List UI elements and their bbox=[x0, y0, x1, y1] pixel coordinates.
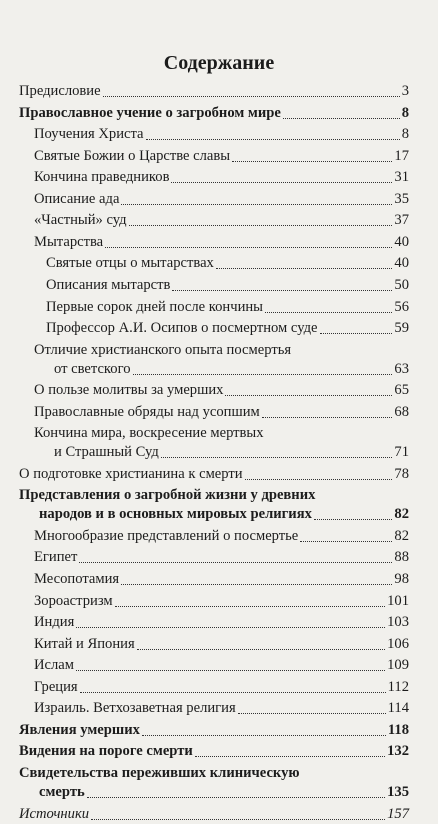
toc-entry-line bbox=[46, 254, 409, 273]
dot-leader bbox=[283, 117, 400, 119]
toc-entry bbox=[34, 613, 409, 632]
toc-entry-title: Представления о загробной жизни у древних bbox=[19, 487, 316, 504]
toc-entry-line bbox=[19, 783, 409, 802]
toc-page-number: 82 bbox=[394, 506, 409, 523]
toc-page-number: 8 bbox=[401, 104, 409, 121]
toc-entry-title: Профессор А.И. Осипов о посмертном суде bbox=[46, 320, 318, 337]
toc-entry bbox=[19, 721, 409, 740]
dot-leader bbox=[79, 561, 392, 563]
dot-leader bbox=[133, 373, 393, 375]
toc-entry-line bbox=[19, 764, 409, 783]
toc-entry bbox=[34, 424, 409, 462]
toc-page-number: 40 bbox=[394, 233, 409, 250]
toc-entry bbox=[34, 678, 409, 697]
toc-page-number: 35 bbox=[394, 190, 409, 207]
toc-entry bbox=[19, 465, 409, 484]
dot-leader bbox=[115, 605, 385, 607]
toc-entry-title: Индия bbox=[34, 614, 75, 631]
toc-entry bbox=[34, 635, 409, 654]
toc-entry-title: «Частный» суд bbox=[34, 212, 127, 229]
toc-entry-title: Ислам bbox=[34, 657, 75, 674]
toc-entry-line bbox=[34, 548, 409, 567]
toc-entry bbox=[34, 125, 409, 144]
toc-entry-line bbox=[19, 505, 409, 524]
toc-entry-title: Греция bbox=[34, 678, 78, 695]
toc-entry bbox=[19, 764, 409, 802]
dot-leader bbox=[121, 203, 392, 205]
toc-entry-line bbox=[34, 403, 409, 422]
toc-page-number: 50 bbox=[394, 276, 409, 293]
toc-entry bbox=[34, 699, 409, 718]
toc-entry-title: Источники bbox=[19, 805, 90, 822]
dot-leader bbox=[262, 416, 393, 418]
toc-entry-line bbox=[34, 190, 409, 209]
toc-entry-title: Китай и Япония bbox=[34, 635, 135, 652]
toc-entry-title: Первые сорок дней после кончины bbox=[46, 298, 263, 315]
toc-entry-title: Православное учение о загробном мире bbox=[19, 104, 281, 121]
toc-page-number: 135 bbox=[387, 783, 409, 800]
toc-entry-title: Израиль. Ветхозаветная религия bbox=[34, 700, 236, 717]
dot-leader bbox=[161, 456, 393, 458]
dot-leader bbox=[171, 181, 392, 183]
toc-entry-line bbox=[34, 168, 409, 187]
toc-entry-line bbox=[19, 721, 409, 740]
toc-entry bbox=[46, 298, 409, 317]
toc-entry-line bbox=[34, 527, 409, 546]
toc-page-number: 68 bbox=[394, 403, 409, 420]
toc-entry-title: О пользе молитвы за умерших bbox=[34, 382, 224, 399]
toc-entry-title: от светского bbox=[54, 360, 131, 377]
toc-entry-title: Видения на пороге смерти bbox=[19, 743, 193, 760]
page-title: Содержание bbox=[163, 52, 275, 74]
toc-entry-line bbox=[19, 104, 409, 123]
toc-entry bbox=[34, 381, 409, 400]
toc-entry-line bbox=[34, 147, 409, 166]
dot-leader bbox=[195, 755, 385, 757]
toc-entry bbox=[19, 742, 409, 761]
toc-entry-title: Предисловие bbox=[19, 83, 101, 99]
toc-entry bbox=[19, 486, 409, 524]
toc-entry bbox=[19, 805, 409, 824]
toc-entry-title: смерть bbox=[39, 783, 85, 800]
toc-entry-title: Святые Божии о Царстве славы bbox=[34, 147, 231, 164]
toc-entry-line bbox=[34, 443, 409, 462]
dot-leader bbox=[245, 478, 393, 480]
toc-entry bbox=[19, 82, 409, 101]
toc-page-number: 78 bbox=[394, 465, 409, 482]
toc-entry-line bbox=[34, 360, 409, 379]
dot-leader bbox=[320, 332, 393, 334]
toc-entry-line bbox=[34, 699, 409, 718]
toc-entry-line bbox=[34, 233, 409, 252]
toc-entry-title: и Страшный Суд bbox=[54, 444, 159, 461]
toc-entry bbox=[34, 548, 409, 567]
toc-page-number: 106 bbox=[387, 635, 409, 652]
dot-leader bbox=[146, 138, 400, 140]
dot-leader bbox=[300, 540, 392, 542]
toc-page-number: 82 bbox=[394, 527, 409, 544]
toc-page-number: 37 bbox=[394, 212, 409, 229]
toc-entry-title: Мытарства bbox=[34, 233, 104, 250]
toc-page-number: 157 bbox=[387, 805, 409, 822]
toc-entry-line bbox=[46, 319, 409, 338]
toc-entry bbox=[46, 319, 409, 338]
toc-page-number: 56 bbox=[394, 298, 409, 315]
toc-entry-title: Святые отцы о мытарствах bbox=[46, 255, 214, 272]
toc-entry-title: Явления умерших bbox=[19, 721, 140, 738]
dot-leader bbox=[91, 818, 385, 820]
toc-entry bbox=[34, 341, 409, 379]
toc-page-number: 132 bbox=[387, 743, 409, 760]
toc-page-number: 40 bbox=[394, 255, 409, 272]
dot-leader bbox=[314, 518, 392, 520]
toc-entry bbox=[19, 104, 409, 123]
dot-leader bbox=[121, 583, 392, 585]
toc-entry-line bbox=[46, 298, 409, 317]
toc-entry-line bbox=[34, 381, 409, 400]
toc-entry bbox=[34, 403, 409, 422]
toc-page-number: 63 bbox=[394, 360, 409, 377]
toc-entry-title: Описания мытарств bbox=[46, 276, 171, 293]
toc-entry-line bbox=[34, 656, 409, 675]
toc-entry-line bbox=[34, 613, 409, 632]
toc-page-number: 109 bbox=[387, 657, 409, 674]
dot-leader bbox=[103, 95, 400, 97]
toc-page-number: 3 bbox=[401, 83, 409, 99]
toc-page-number: 101 bbox=[387, 592, 409, 609]
toc-page-number: 31 bbox=[394, 169, 409, 186]
toc-entry-title: Месопотамия bbox=[34, 571, 120, 587]
toc-entry bbox=[34, 211, 409, 230]
toc-entry-title: Отличие христианского опыта посмертья bbox=[34, 341, 292, 358]
toc-entry bbox=[34, 656, 409, 675]
toc-entry-title: Египет bbox=[34, 549, 78, 566]
toc-page-number: 114 bbox=[387, 700, 409, 717]
toc-entry-line bbox=[34, 592, 409, 611]
toc-entry-line bbox=[19, 82, 409, 101]
toc-entry-title: Зороастризм bbox=[34, 592, 113, 609]
toc-entry-line bbox=[19, 742, 409, 761]
dot-leader bbox=[265, 311, 392, 313]
toc-entry-title: Кончина мира, воскресение мертвых bbox=[34, 425, 264, 442]
dot-leader bbox=[76, 626, 385, 628]
toc-page-number: 71 bbox=[394, 444, 409, 461]
toc-entry-line bbox=[46, 276, 409, 295]
dot-leader bbox=[76, 669, 385, 671]
dot-leader bbox=[129, 224, 393, 226]
toc-entry-title: Многообразие представлений о посмертье bbox=[34, 527, 299, 544]
toc-entry-line bbox=[34, 125, 409, 144]
dot-leader bbox=[238, 712, 386, 714]
toc-page-number: 59 bbox=[394, 320, 409, 337]
toc-entry bbox=[34, 233, 409, 252]
toc-page-number: 8 bbox=[401, 126, 409, 143]
toc-page-number: 103 bbox=[387, 614, 409, 631]
toc-entry bbox=[46, 276, 409, 295]
toc-page-number: 65 bbox=[394, 382, 409, 399]
toc-entry bbox=[34, 190, 409, 209]
toc-entry-line bbox=[19, 486, 409, 505]
toc-page-number: 88 bbox=[394, 549, 409, 566]
toc-entry bbox=[46, 254, 409, 273]
toc-entry-line bbox=[34, 635, 409, 654]
toc-entry-line bbox=[34, 424, 409, 443]
toc-entry-line bbox=[19, 805, 409, 824]
toc-entry-title: Кончина праведников bbox=[34, 169, 170, 186]
toc-entry-line bbox=[34, 211, 409, 230]
toc-entry-line bbox=[34, 678, 409, 697]
dot-leader bbox=[142, 734, 386, 736]
dot-leader bbox=[172, 289, 392, 291]
toc-entry-title: О подготовке христианина к смерти bbox=[19, 465, 243, 482]
toc-page-number: 17 bbox=[394, 147, 409, 164]
toc-entry bbox=[34, 168, 409, 187]
dot-leader bbox=[232, 160, 392, 162]
toc-page-number: 98 bbox=[394, 571, 409, 587]
toc-entry bbox=[34, 147, 409, 166]
dot-leader bbox=[225, 394, 392, 396]
toc-entry bbox=[34, 592, 409, 611]
toc-entry bbox=[34, 527, 409, 546]
toc-entry-line bbox=[19, 465, 409, 484]
toc-entry-title: Свидетельства переживших клиническую bbox=[19, 764, 300, 781]
toc-entry-line bbox=[34, 341, 409, 360]
toc-entry-title: Православные обряды над усопшим bbox=[34, 403, 260, 420]
toc-page-number: 112 bbox=[387, 678, 409, 695]
toc-entry-line bbox=[34, 570, 409, 589]
toc-entry bbox=[34, 570, 409, 589]
dot-leader bbox=[137, 648, 385, 650]
toc-page-number: 118 bbox=[387, 721, 409, 738]
toc-entry-title: Описание ада bbox=[34, 190, 120, 207]
toc-entry-title: Поучения Христа bbox=[34, 126, 144, 143]
dot-leader bbox=[216, 267, 393, 269]
dot-leader bbox=[87, 796, 385, 798]
dot-leader bbox=[105, 246, 392, 248]
dot-leader bbox=[80, 691, 386, 693]
toc-entry-title: народов и в основных мировых религиях bbox=[39, 506, 312, 523]
